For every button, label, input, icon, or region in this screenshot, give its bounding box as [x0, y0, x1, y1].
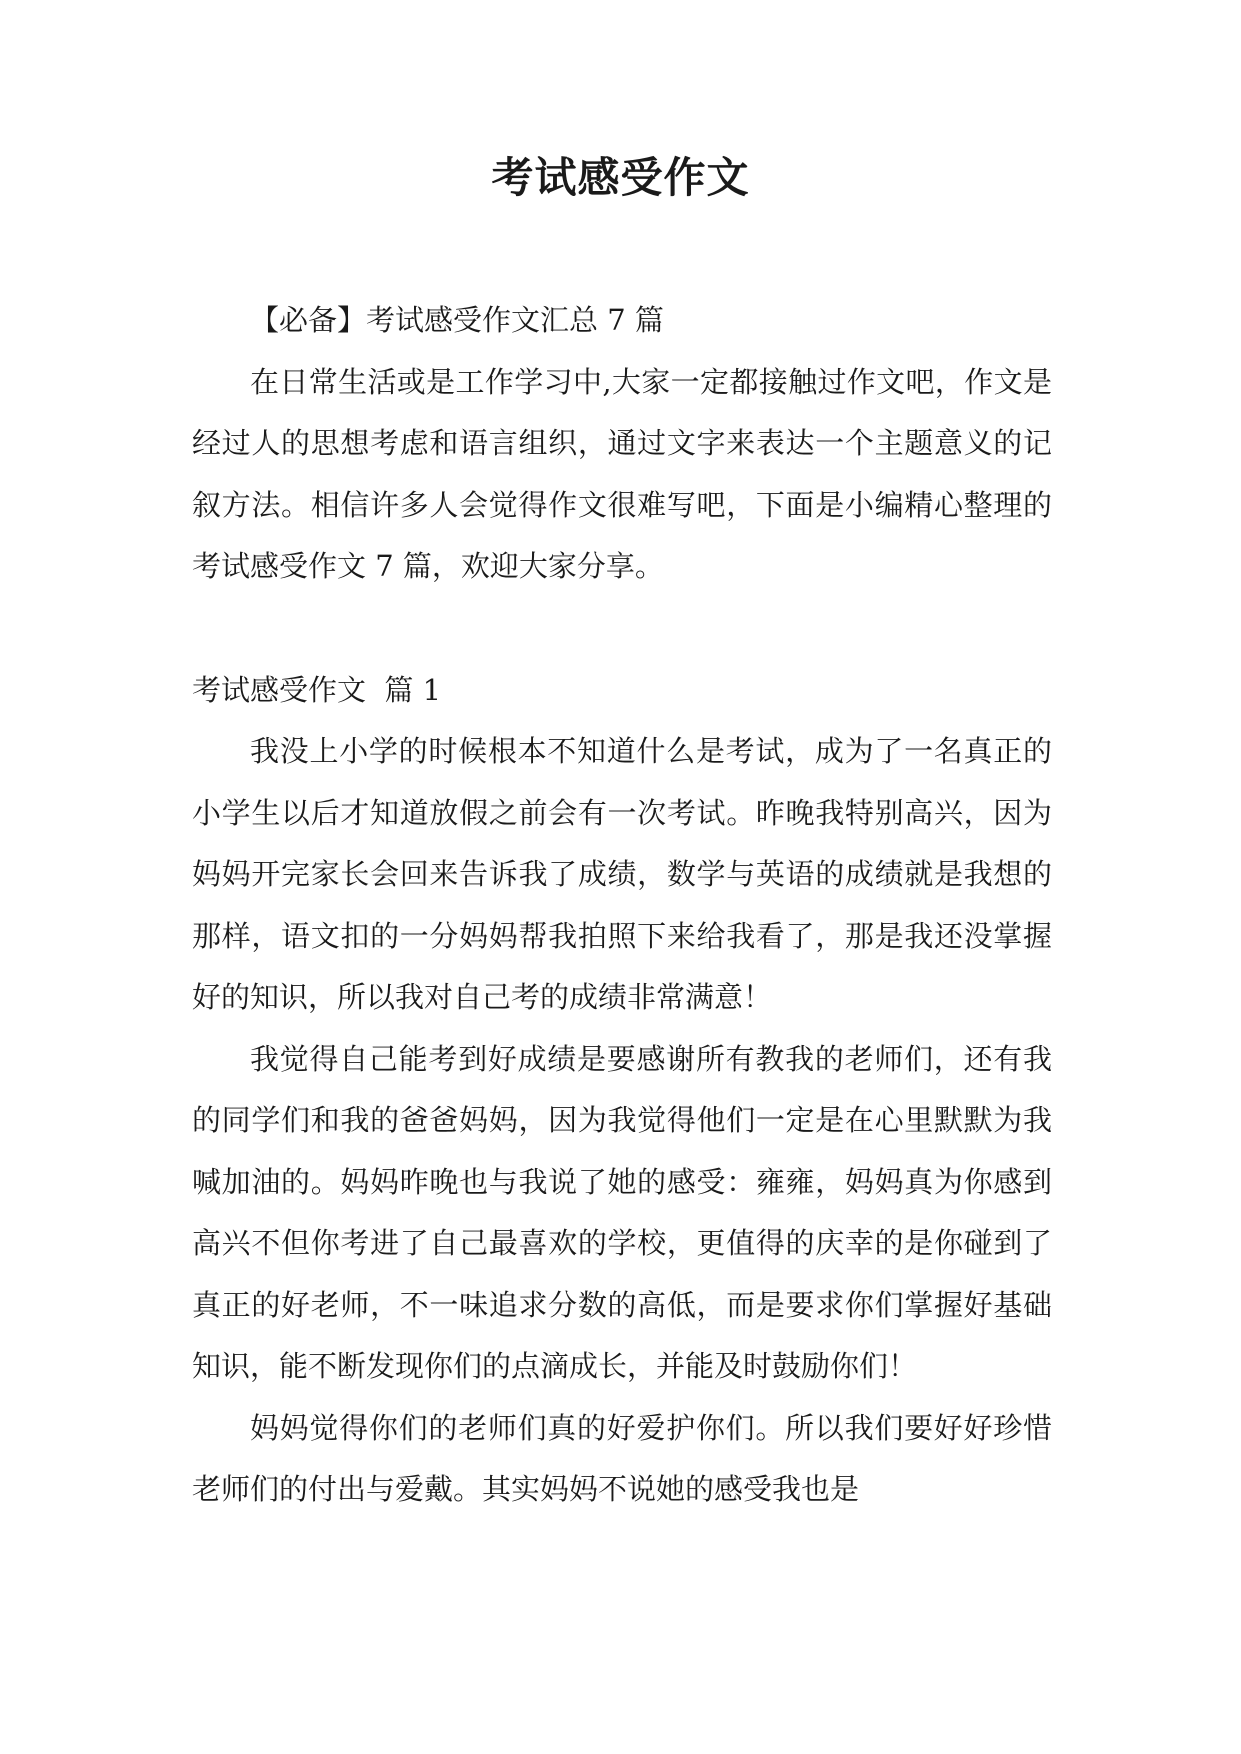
section-spacer	[192, 598, 1052, 660]
body-paragraph: 我觉得自己能考到好成绩是要感谢所有教我的老师们，还有我的同学们和我的爸爸妈妈，因为我觉得他们一定是在心里默默为我喊加油的。妈妈昨晚也与我说了她的感受：雍雍，妈妈真为你感到高兴不但你考进了自己最喜欢的学校，更值得的庆幸的是你碰到了真正的好老师，不一味追求分数的高低，而是要求你们掌握好基础知识，能不断发现你们的点滴成长，并能及时鼓励你们！	[192, 1041, 1052, 1383]
document-subtitle: 【必备】考试感受作文汇总 7 篇	[250, 303, 664, 337]
document-title: 考试感受作文	[491, 153, 750, 202]
body-paragraph: 我没上小学的时候根本不知道什么是考试，成为了一名真正的小学生以后才知道放假之前会有一次考试。昨晚我特别高兴，因为妈妈开完家长会回来告诉我了成绩，数学与英语的成绩就是我想的那样，语文扣的一分妈妈帮我拍照下来给我看了，那是我还没掌握好的知识，所以我对自己考的成绩非常满意！	[192, 734, 1052, 1014]
intro-paragraph: 在日常生活或是工作学习中,大家一定都接触过作文吧，作文是经过人的思想考虑和语言组织，通过文字来表达一个主题意义的记叙方法。相信许多人会觉得作文很难写吧，下面是小编精心整理的考试感受作文 7 篇，欢迎大家分享。	[192, 364, 1052, 583]
body-paragraph: 妈妈觉得你们的老师们真的好爱护你们。所以我们要好好珍惜老师们的付出与爱戴。其实妈妈不说她的感受我也是	[192, 1410, 1052, 1506]
document-body	[192, 290, 1052, 1521]
section-heading: 考试感受作文 篇 1	[192, 672, 442, 707]
